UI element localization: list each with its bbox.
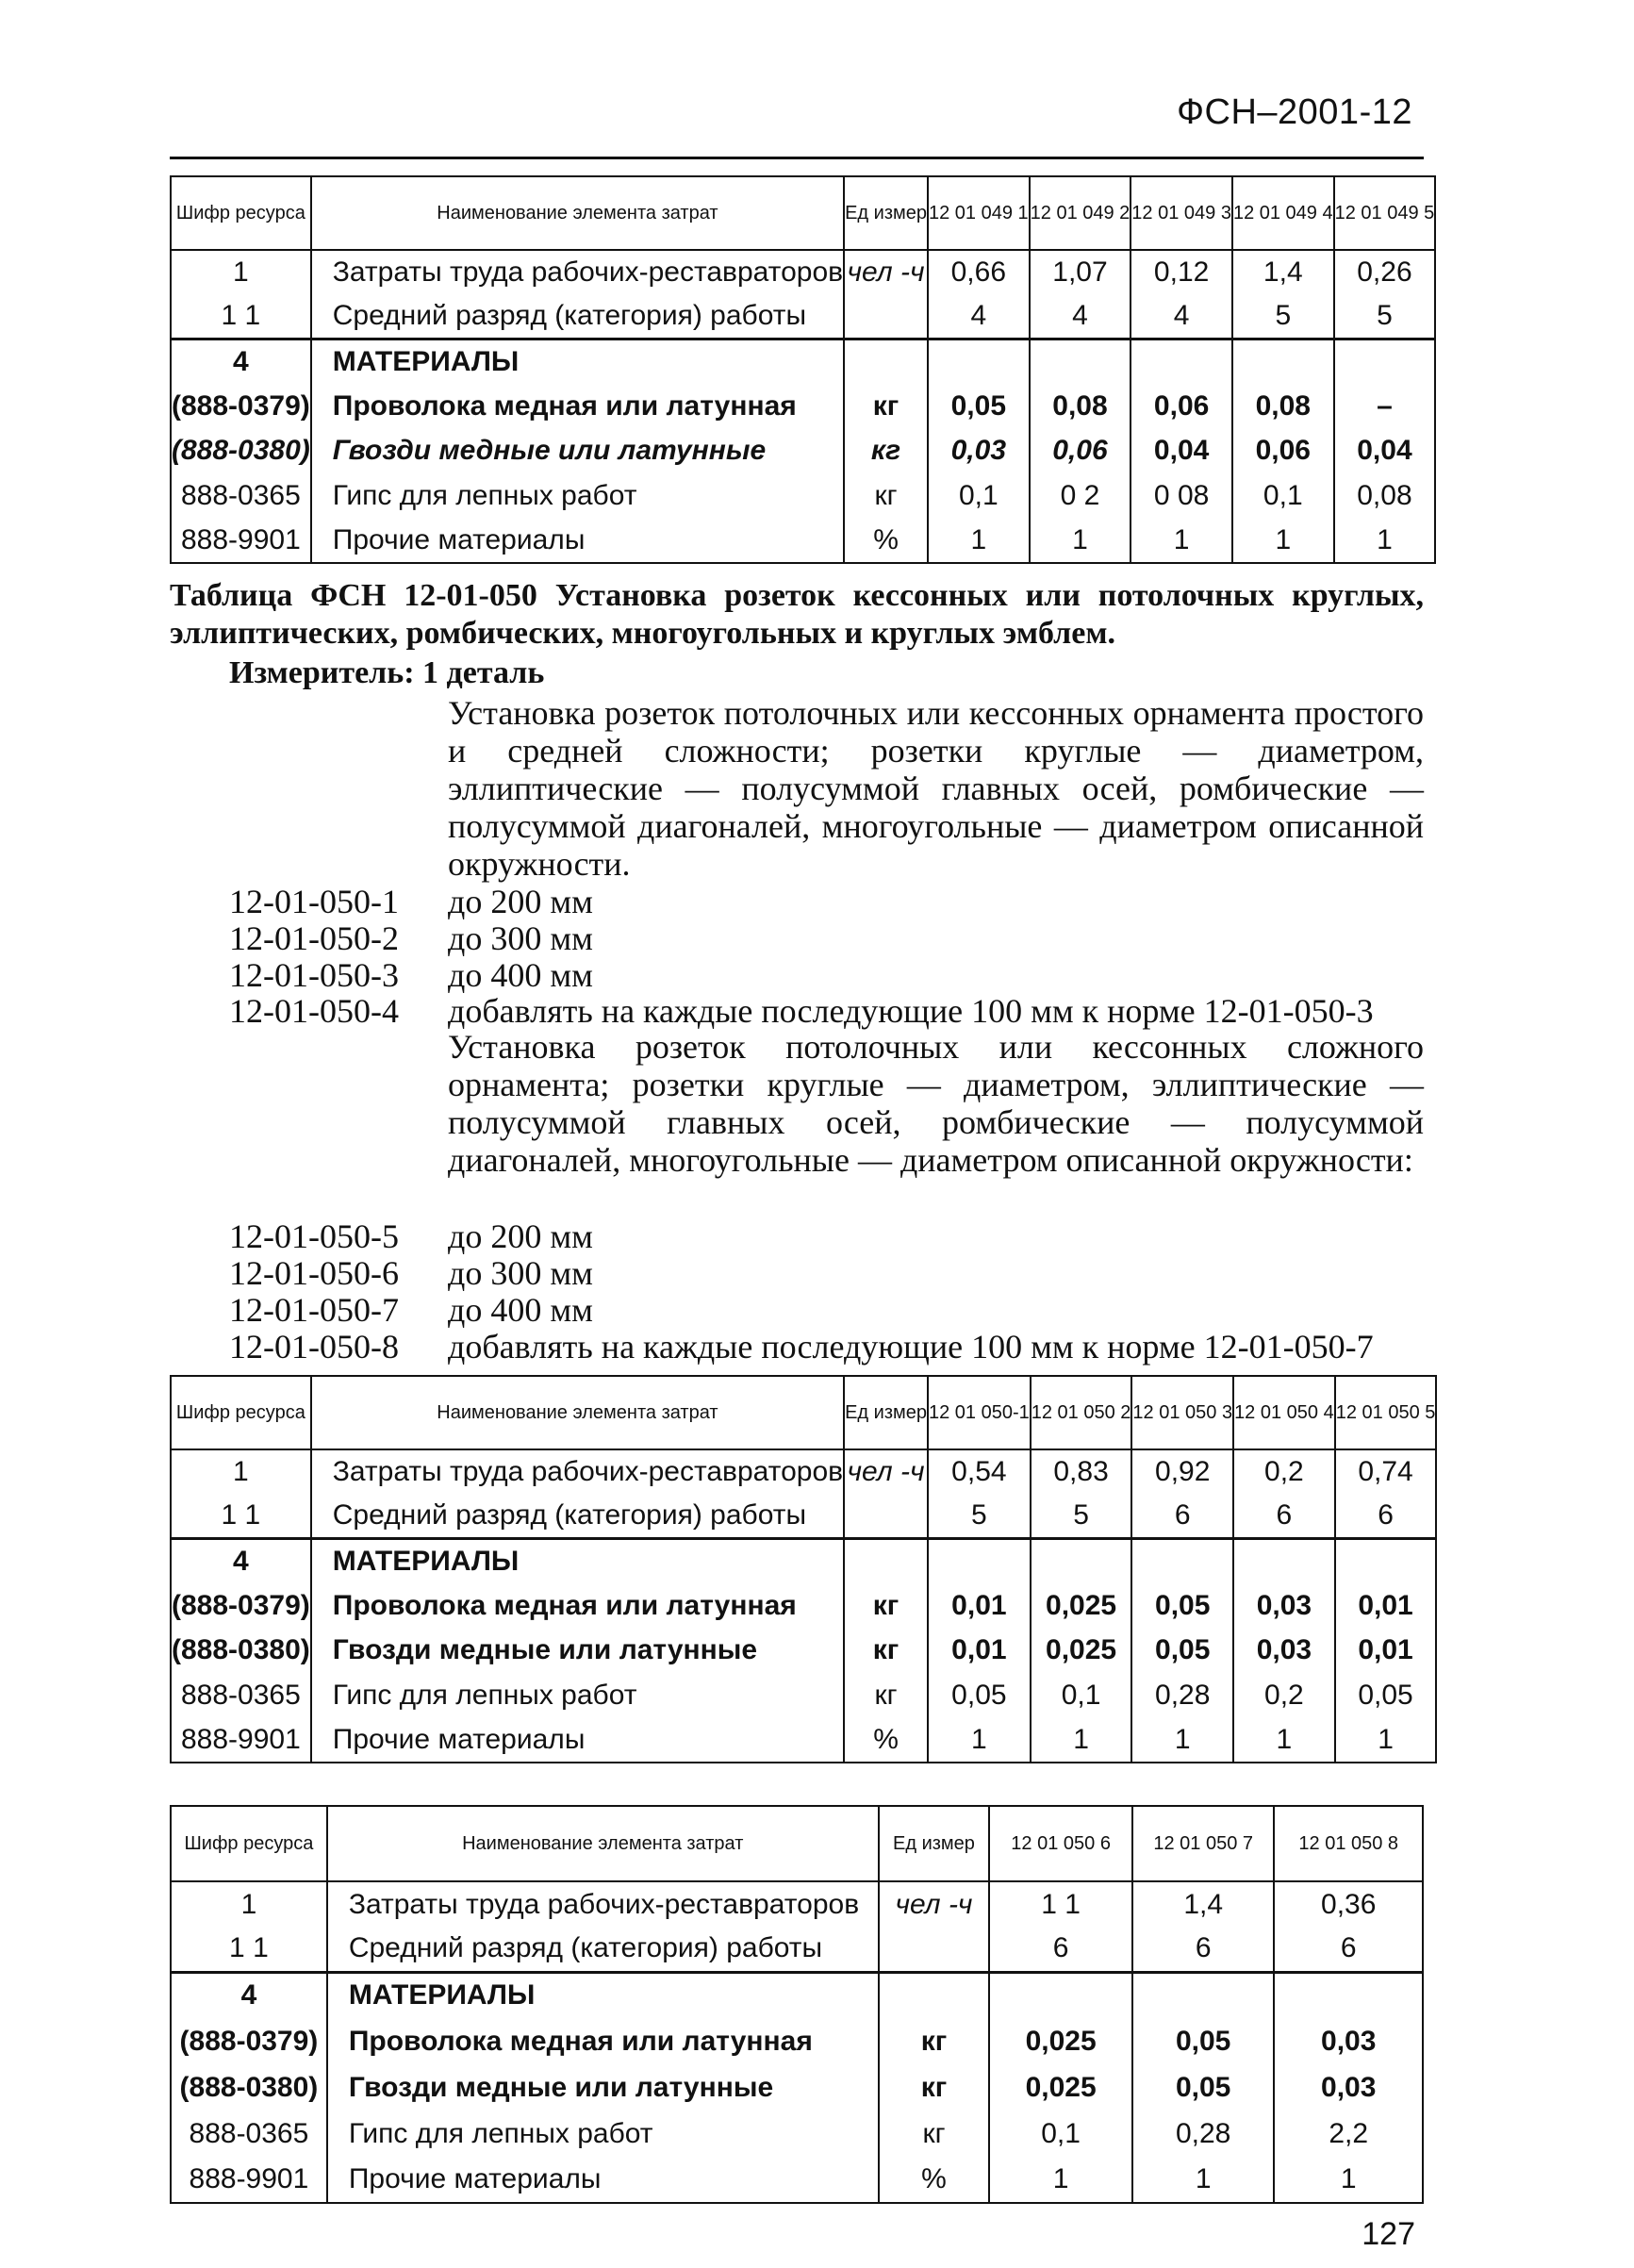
variant-code: 12-01-050-3 bbox=[229, 956, 399, 994]
variant-row bbox=[229, 992, 1455, 1030]
variant-text: до 300 мм bbox=[448, 1254, 593, 1292]
row-value: 0,05 bbox=[928, 1673, 1031, 1717]
row-name: Гвозди медные или латунные bbox=[327, 2064, 879, 2111]
row-value: 0,06 bbox=[1131, 384, 1232, 428]
row-value: 0,025 bbox=[989, 2064, 1132, 2111]
row-value bbox=[928, 339, 1030, 384]
row-name: Гвозди медные или латунные bbox=[311, 428, 844, 473]
variant-row bbox=[229, 1328, 1455, 1366]
row-value: 1 bbox=[928, 1717, 1031, 1763]
table-row bbox=[171, 1449, 1436, 1494]
row-value: 6 bbox=[989, 1927, 1132, 1972]
variant-text: добавлять на каждые последующие 100 мм к норме 12-01-050-3 bbox=[448, 992, 1374, 1030]
row-code: 888-9901 bbox=[171, 2157, 327, 2203]
variant-code: 12-01-050-7 bbox=[229, 1291, 399, 1329]
header-norm: 12 01 049 2 bbox=[1030, 176, 1131, 250]
row-value: 5 bbox=[1334, 294, 1436, 339]
row-value: 4 bbox=[1131, 294, 1232, 339]
header-norm: 12 01 049 1 bbox=[928, 176, 1030, 250]
row-unit: кг bbox=[879, 2064, 990, 2111]
row-code: 888-9901 bbox=[171, 1717, 311, 1763]
header-norm: 12 01 050 4 bbox=[1233, 1376, 1335, 1449]
row-unit bbox=[844, 1494, 928, 1538]
row-value: 1 bbox=[1232, 518, 1334, 563]
table-row bbox=[171, 2157, 1423, 2203]
table-row bbox=[171, 1494, 1436, 1538]
row-unit bbox=[879, 1927, 990, 1972]
row-value: 0,025 bbox=[989, 2018, 1132, 2064]
row-value: 5 bbox=[1031, 1494, 1132, 1538]
header-norm: 12 01 049 3 bbox=[1131, 176, 1232, 250]
row-code: (888-0379) bbox=[171, 2018, 327, 2064]
row-value: 1 bbox=[1030, 518, 1131, 563]
row-value bbox=[989, 1972, 1132, 2018]
variant-row bbox=[229, 883, 1455, 920]
header-unit: Ед измер bbox=[879, 1806, 990, 1881]
table-row bbox=[171, 1927, 1423, 1972]
row-value: 0,54 bbox=[928, 1449, 1031, 1494]
variant-code: 12-01-050-5 bbox=[229, 1217, 399, 1255]
table-row bbox=[171, 2064, 1423, 2111]
row-name: Средний разряд (категория) работы bbox=[327, 1927, 879, 1972]
variant-row bbox=[229, 1254, 1455, 1292]
row-unit: кг bbox=[844, 1628, 928, 1673]
row-value: 0,1 bbox=[1031, 1673, 1132, 1717]
row-value: 0,08 bbox=[1334, 473, 1436, 518]
row-value: 0,08 bbox=[1030, 384, 1131, 428]
resource-table-050-b bbox=[170, 1805, 1424, 2204]
row-value: 1 bbox=[1335, 1717, 1437, 1763]
header-norm: 12 01 050 3 bbox=[1131, 1376, 1233, 1449]
header-norm: 12 01 049 5 bbox=[1334, 176, 1436, 250]
row-value: 1 bbox=[989, 2157, 1132, 2203]
row-value: 5 bbox=[1232, 294, 1334, 339]
row-name: Прочие материалы bbox=[327, 2157, 879, 2203]
row-value: 1 bbox=[1334, 518, 1436, 563]
row-value: 1 bbox=[1233, 1717, 1335, 1763]
header-unit: Ед измер bbox=[844, 176, 928, 250]
row-value: 0,05 bbox=[928, 384, 1030, 428]
variant-row bbox=[229, 1291, 1455, 1329]
row-value: 0,05 bbox=[1132, 2018, 1275, 2064]
row-value: 2,2 bbox=[1274, 2111, 1423, 2157]
variant-text: добавлять на каждые последующие 100 мм к норме 12-01-050-7 bbox=[448, 1328, 1374, 1366]
row-name: Средний разряд (категория) работы bbox=[311, 294, 844, 339]
row-value: 0,05 bbox=[1132, 2064, 1275, 2111]
row-value: 6 bbox=[1131, 1494, 1233, 1538]
row-value bbox=[1335, 1538, 1437, 1583]
variant-row bbox=[229, 1217, 1455, 1255]
row-value: 6 bbox=[1132, 1927, 1275, 1972]
row-value: 1,4 bbox=[1132, 1881, 1275, 1927]
row-name: МАТЕРИАЛЫ bbox=[311, 339, 844, 384]
row-value: 0,03 bbox=[1233, 1583, 1335, 1628]
row-unit: кг bbox=[879, 2018, 990, 2064]
row-value: 0,2 bbox=[1233, 1449, 1335, 1494]
row-value bbox=[1031, 1538, 1132, 1583]
header-code: Шифр ресурса bbox=[171, 176, 311, 250]
row-value: 4 bbox=[1030, 294, 1131, 339]
variant-code: 12-01-050-6 bbox=[229, 1254, 399, 1292]
row-unit bbox=[844, 1538, 928, 1583]
row-name: Прочие материалы bbox=[311, 518, 844, 563]
row-code: (888-0379) bbox=[171, 384, 311, 428]
variant-code: 12-01-050-2 bbox=[229, 919, 399, 957]
row-value: 0 08 bbox=[1131, 473, 1232, 518]
table-row bbox=[171, 1628, 1436, 1673]
row-value bbox=[1232, 339, 1334, 384]
row-value: 0,12 bbox=[1131, 250, 1232, 294]
row-name: Затраты труда рабочих-реставраторов bbox=[311, 1449, 844, 1494]
table-row bbox=[171, 1881, 1423, 1927]
table-header-row bbox=[171, 176, 1435, 250]
row-value: 0,83 bbox=[1031, 1449, 1132, 1494]
header-name: Наименование элемента затрат bbox=[311, 176, 844, 250]
row-name: Затраты труда рабочих-реставраторов bbox=[327, 1881, 879, 1927]
row-code: 888-0365 bbox=[171, 1673, 311, 1717]
row-unit: кг bbox=[844, 1583, 928, 1628]
variant-text: до 400 мм bbox=[448, 956, 593, 994]
row-value: 0,1 bbox=[989, 2111, 1132, 2157]
row-code: 1 1 bbox=[171, 1494, 311, 1538]
row-value bbox=[1233, 1538, 1335, 1583]
header-norm: 12 01 050-1 bbox=[928, 1376, 1031, 1449]
table-row bbox=[171, 1538, 1436, 1583]
row-value: 0,26 bbox=[1334, 250, 1436, 294]
row-unit bbox=[844, 339, 928, 384]
table-row bbox=[171, 339, 1435, 384]
row-value: 0,01 bbox=[928, 1628, 1031, 1673]
row-code: (888-0380) bbox=[171, 2064, 327, 2111]
row-value: 0,1 bbox=[1232, 473, 1334, 518]
row-value: 0,05 bbox=[1131, 1583, 1233, 1628]
variant-code: 12-01-050-8 bbox=[229, 1328, 399, 1366]
row-code: (888-0380) bbox=[171, 1628, 311, 1673]
variant-text: до 300 мм bbox=[448, 919, 593, 957]
row-value: 1,07 bbox=[1030, 250, 1131, 294]
header-norm: 12 01 049 4 bbox=[1232, 176, 1334, 250]
row-code: 4 bbox=[171, 1972, 327, 2018]
row-value: – bbox=[1334, 384, 1436, 428]
row-name: Прочие материалы bbox=[311, 1717, 844, 1763]
row-value bbox=[1030, 339, 1131, 384]
table-row bbox=[171, 384, 1435, 428]
row-value bbox=[1131, 1538, 1233, 1583]
row-code: 888-0365 bbox=[171, 2111, 327, 2157]
row-unit: кг bbox=[844, 384, 928, 428]
row-value: 0,04 bbox=[1334, 428, 1436, 473]
table-row bbox=[171, 2111, 1423, 2157]
header-rule bbox=[170, 157, 1424, 159]
row-value: 1,4 bbox=[1232, 250, 1334, 294]
row-unit: % bbox=[879, 2157, 990, 2203]
row-value: 0,01 bbox=[928, 1583, 1031, 1628]
row-code: 1 1 bbox=[171, 294, 311, 339]
row-name: Гвозди медные или латунные bbox=[311, 1628, 844, 1673]
row-value: 1 bbox=[1031, 1717, 1132, 1763]
row-value: 6 bbox=[1233, 1494, 1335, 1538]
variant-code: 12-01-050-1 bbox=[229, 883, 399, 920]
variant-text: до 200 мм bbox=[448, 883, 593, 920]
variant-text: до 400 мм bbox=[448, 1291, 593, 1329]
row-value bbox=[1334, 339, 1436, 384]
row-code: (888-0379) bbox=[171, 1583, 311, 1628]
header-code: Шифр ресурса bbox=[171, 1806, 327, 1881]
row-code: (888-0380) bbox=[171, 428, 311, 473]
header-norm: 12 01 050 8 bbox=[1274, 1806, 1423, 1881]
row-code: 888-0365 bbox=[171, 473, 311, 518]
section-measure: Измеритель: 1 деталь bbox=[229, 655, 545, 690]
section-description: Установка розеток потолочных или кессонных сложного орнамента; розетки круглые — диаметром, эллиптические — полусуммой главных осей, ромбические — полусуммой диагоналей, многоугольные — диаметром описанной окружности: bbox=[448, 1028, 1424, 1179]
section-description: Установка розеток потолочных или кессонных орнамента простого и средней сложности; розетки круглые — диаметром, эллиптические — полусуммой главных осей, ромбические — полусуммой диагоналей, многоугольные — диаметром описанной окружности. bbox=[448, 694, 1424, 883]
row-value: 0,03 bbox=[1274, 2064, 1423, 2111]
row-name: Проволока медная или латунная bbox=[327, 2018, 879, 2064]
row-code: 1 1 bbox=[171, 1927, 327, 1972]
row-name: МАТЕРИАЛЫ bbox=[327, 1972, 879, 2018]
row-value: 0 2 bbox=[1030, 473, 1131, 518]
row-value bbox=[1274, 1972, 1423, 2018]
row-unit: кг bbox=[844, 1673, 928, 1717]
table-header-row bbox=[171, 1376, 1436, 1449]
table-row bbox=[171, 473, 1435, 518]
row-value: 1 1 bbox=[989, 1881, 1132, 1927]
row-value: 0,05 bbox=[1131, 1628, 1233, 1673]
row-code: 4 bbox=[171, 1538, 311, 1583]
row-unit: чел -ч bbox=[844, 250, 928, 294]
header-unit: Ед измер bbox=[844, 1376, 928, 1449]
row-value bbox=[928, 1538, 1031, 1583]
row-value: 6 bbox=[1274, 1927, 1423, 1972]
row-value: 0,92 bbox=[1131, 1449, 1233, 1494]
row-value: 0,03 bbox=[1233, 1628, 1335, 1673]
row-value bbox=[1132, 1972, 1275, 2018]
table-row bbox=[171, 1717, 1436, 1763]
header-norm: 12 01 050 7 bbox=[1132, 1806, 1275, 1881]
table-row bbox=[171, 1583, 1436, 1628]
row-unit: кг bbox=[844, 473, 928, 518]
table-row bbox=[171, 2018, 1423, 2064]
header-norm: 12 01 050 2 bbox=[1031, 1376, 1132, 1449]
row-value: 1 bbox=[1132, 2157, 1275, 2203]
row-value: 1 bbox=[928, 518, 1030, 563]
row-value: 0,04 bbox=[1131, 428, 1232, 473]
row-code: 1 bbox=[171, 1449, 311, 1494]
header-norm: 12 01 050 6 bbox=[989, 1806, 1132, 1881]
row-value: 0,74 bbox=[1335, 1449, 1437, 1494]
row-value: 0,06 bbox=[1030, 428, 1131, 473]
row-name: Проволока медная или латунная bbox=[311, 384, 844, 428]
table-row bbox=[171, 250, 1435, 294]
page-number: 127 bbox=[1362, 2216, 1415, 2252]
row-value: 0,01 bbox=[1335, 1628, 1437, 1673]
table-row bbox=[171, 1972, 1423, 2018]
row-value: 1 bbox=[1274, 2157, 1423, 2203]
row-unit: чел -ч bbox=[844, 1449, 928, 1494]
row-value: 0,03 bbox=[928, 428, 1030, 473]
row-value: 0,2 bbox=[1233, 1673, 1335, 1717]
row-unit: % bbox=[844, 518, 928, 563]
variant-row bbox=[229, 919, 1455, 957]
table-row bbox=[171, 428, 1435, 473]
header-name: Наименование элемента затрат bbox=[311, 1376, 844, 1449]
variant-code: 12-01-050-4 bbox=[229, 992, 399, 1030]
row-unit: % bbox=[844, 1717, 928, 1763]
row-value: 0,01 bbox=[1335, 1583, 1437, 1628]
row-name: Средний разряд (категория) работы bbox=[311, 1494, 844, 1538]
resource-table-050-a bbox=[170, 1375, 1437, 1763]
row-value: 0,06 bbox=[1232, 428, 1334, 473]
variant-row bbox=[229, 956, 1455, 994]
variant-text: до 200 мм bbox=[448, 1217, 593, 1255]
row-name: МАТЕРИАЛЫ bbox=[311, 1538, 844, 1583]
row-value: 0,03 bbox=[1274, 2018, 1423, 2064]
row-unit bbox=[879, 1972, 990, 2018]
row-value: 0,025 bbox=[1031, 1628, 1132, 1673]
row-value: 0,08 bbox=[1232, 384, 1334, 428]
row-code: 4 bbox=[171, 339, 311, 384]
header-norm: 12 01 050 5 bbox=[1335, 1376, 1437, 1449]
row-value: 5 bbox=[928, 1494, 1031, 1538]
row-code: 888-9901 bbox=[171, 518, 311, 563]
table-row bbox=[171, 518, 1435, 563]
table-header-row bbox=[171, 1806, 1423, 1881]
table-row bbox=[171, 1673, 1436, 1717]
row-value: 1 bbox=[1131, 1717, 1233, 1763]
row-value: 0,36 bbox=[1274, 1881, 1423, 1927]
row-value: 0,05 bbox=[1335, 1673, 1437, 1717]
row-name: Гипс для лепных работ bbox=[311, 473, 844, 518]
row-value: 0,1 bbox=[928, 473, 1030, 518]
row-value: 0,025 bbox=[1031, 1583, 1132, 1628]
row-unit: кг bbox=[844, 428, 928, 473]
page-header: ФСН–2001-12 bbox=[1177, 92, 1412, 132]
row-code: 1 bbox=[171, 250, 311, 294]
row-value: 4 bbox=[928, 294, 1030, 339]
row-name: Гипс для лепных работ bbox=[311, 1673, 844, 1717]
resource-table-049 bbox=[170, 175, 1436, 564]
table-row bbox=[171, 294, 1435, 339]
row-value: 0,28 bbox=[1132, 2111, 1275, 2157]
row-value: 1 bbox=[1131, 518, 1232, 563]
row-value bbox=[1131, 339, 1232, 384]
row-value: 6 bbox=[1335, 1494, 1437, 1538]
row-unit: чел -ч bbox=[879, 1881, 990, 1927]
row-name: Проволока медная или латунная bbox=[311, 1583, 844, 1628]
header-name: Наименование элемента затрат bbox=[327, 1806, 879, 1881]
row-unit: кг bbox=[879, 2111, 990, 2157]
row-unit bbox=[844, 294, 928, 339]
row-name: Гипс для лепных работ bbox=[327, 2111, 879, 2157]
row-value: 0,66 bbox=[928, 250, 1030, 294]
row-code: 1 bbox=[171, 1881, 327, 1927]
header-code: Шифр ресурса bbox=[171, 1376, 311, 1449]
row-value: 0,28 bbox=[1131, 1673, 1233, 1717]
row-name: Затраты труда рабочих-реставраторов bbox=[311, 250, 844, 294]
section-title: Таблица ФСН 12-01-050 Установка розеток кессонных или потолочных круглых, эллиптических, ромбических, многоугольных и круглых эмблем. bbox=[170, 578, 1424, 651]
